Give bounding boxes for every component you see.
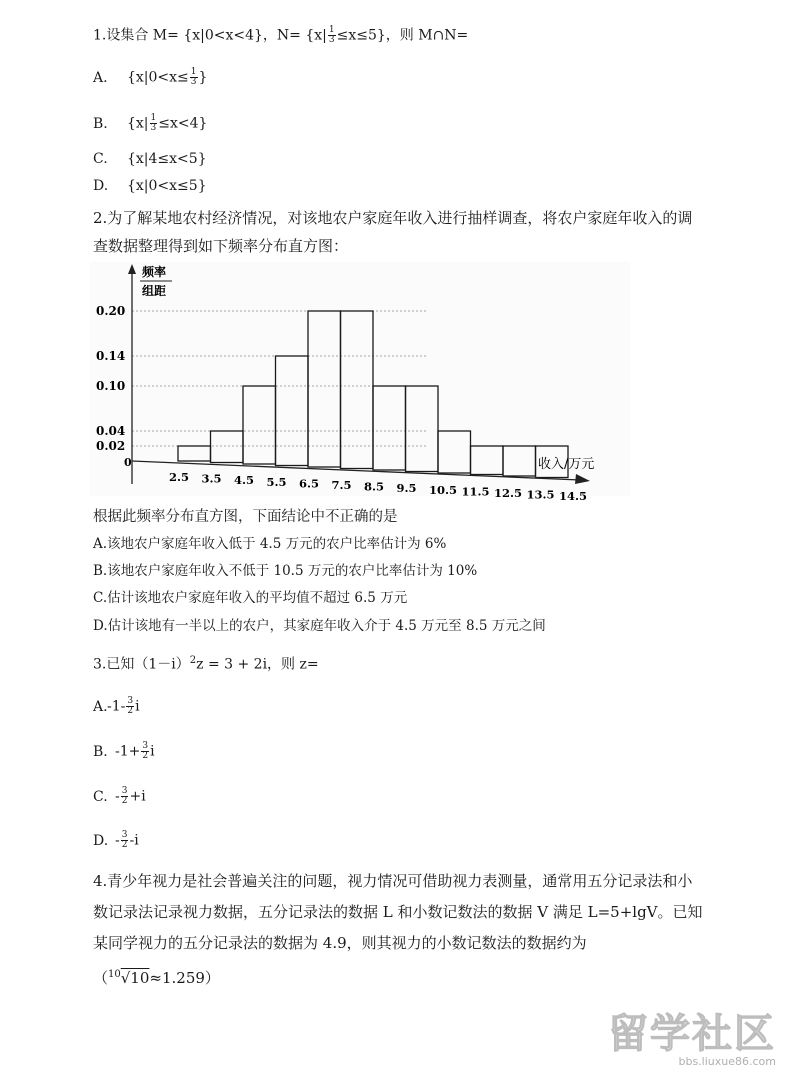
fraction-denominator: 3 — [190, 77, 197, 87]
fraction-denominator: 2 — [142, 751, 149, 761]
option-label: B. — [93, 115, 108, 132]
q4-tail: ≈1.259） — [149, 969, 220, 987]
x-tick-label-12: 14.5 — [559, 489, 588, 504]
option-text: - — [115, 788, 120, 805]
x-tick-label-5: 7.5 — [331, 478, 352, 492]
q4-root-body: √10 — [120, 969, 150, 987]
x-tick-label-6: 8.5 — [364, 479, 385, 494]
y-tick-label-3: 0.14 — [96, 349, 126, 363]
option-fraction — [121, 831, 129, 850]
q1-stem-part-b: ≤x≤5}，则 M∩N= — [336, 27, 469, 44]
q3-stem-part-b: z = 3 + 2i，则 z= — [196, 656, 319, 673]
q3-stem-part-a: 3.已知（1－i） — [93, 656, 190, 673]
x-tick-label-0: 2.5 — [169, 470, 190, 484]
x-tick-label-9: 11.5 — [461, 484, 490, 499]
option-label: B. — [93, 743, 108, 760]
y-tick-label-0: 0.02 — [96, 439, 126, 453]
option-label: D. — [93, 832, 109, 849]
fraction-denominator: 3 — [328, 35, 335, 45]
option-label: C. — [93, 151, 108, 167]
fraction-denominator: 2 — [127, 706, 134, 716]
y-tick-label-2: 0.10 — [96, 379, 126, 393]
fraction-numerator: 3 — [142, 741, 149, 751]
x-tick-label-8: 10.5 — [429, 482, 458, 497]
y-tick-label-4: 0.20 — [96, 304, 126, 318]
q1-option-c — [93, 151, 207, 167]
option-text-tail: } — [198, 69, 208, 86]
q3-option-a — [93, 697, 140, 716]
x-tick-label-4: 6.5 — [299, 476, 320, 491]
q3-option-d — [93, 831, 139, 850]
option-label: A. — [93, 69, 108, 86]
option-text-tail: -i — [129, 832, 139, 849]
q2-option-c: C.估计该地农户家庭年收入的平均值不超过 6.5 万元 — [93, 590, 408, 606]
y-axis-label-denominator: 组距 — [142, 284, 167, 298]
fraction-numerator: 1 — [150, 113, 157, 123]
fraction-denominator: 2 — [121, 840, 128, 850]
q2-option-d: D.估计该地有一半以上的农户，其家庭年收入介于 4.5 万元至 8.5 万元之间 — [93, 618, 546, 634]
option-fraction — [121, 787, 129, 806]
option-text-tail: i — [150, 743, 155, 760]
y-tick-label-1: 0.04 — [96, 424, 126, 438]
option-text: {x|0<x≤ — [127, 69, 189, 86]
q2-question: 根据此频率分布直方图，下面结论中不正确的是 — [93, 509, 398, 525]
q3-stem — [93, 655, 319, 673]
q3-option-c — [93, 787, 146, 806]
x-tick-label-10: 12.5 — [494, 486, 523, 500]
fraction-numerator: 1 — [328, 25, 335, 35]
q1-option-b — [93, 114, 207, 133]
q3-exponent: 2 — [189, 655, 197, 666]
x-tick-label-3: 5.5 — [266, 474, 287, 489]
frequency-histogram — [90, 262, 630, 504]
q2-option-a: A.该地农户家庭年收入低于 4.5 万元的农户比率估计为 6% — [93, 536, 447, 552]
option-text: {x| — [127, 115, 149, 132]
watermark-url: bbs.liuxue86.com — [678, 1055, 776, 1068]
option-text: -1- — [107, 698, 126, 715]
fraction-numerator: 3 — [121, 786, 128, 796]
q1-stem — [93, 26, 468, 45]
option-fraction — [190, 68, 198, 87]
q1-option-a — [93, 68, 207, 87]
fraction-denominator: 2 — [121, 796, 128, 806]
q1-stem-fraction — [328, 26, 336, 45]
x-axis-label: 收入/万元 — [538, 457, 595, 472]
fraction-numerator: 1 — [190, 67, 197, 77]
option-fraction — [141, 742, 149, 761]
x-tick-label-2: 4.5 — [234, 473, 255, 488]
option-text-tail: ≤x<4} — [158, 115, 208, 132]
x-tick-label-1: 3.5 — [201, 471, 222, 486]
q4-root-index: 10 — [108, 969, 121, 980]
watermark-brand: 留学社区 — [608, 1011, 776, 1057]
q4-body: 4.青少年视力是社会普遍关注的问题，视力情况可借助视力表测量，通常用五分记录法和小数记录法记录视力数据，五分记录法的数据 L 和小数记数法的数据 V 满足 L=5+lgV。已知某同学视力的五分记录法的数据为 4.9，则其视力的小数记数法的数据约为（ — [93, 872, 703, 987]
option-text: {x|4≤x<5} — [127, 151, 207, 167]
watermark — [608, 1002, 776, 1068]
q4-text — [93, 866, 703, 994]
option-label: A. — [93, 698, 108, 715]
q2-stem: 2.为了解某地农村经济情况，对该地农户家庭年收入进行抽样调查，将农户家庭年收入的调查数据整理得到如下频率分布直方图： — [93, 209, 693, 255]
origin-label: 0 — [124, 456, 132, 469]
y-axis-label-numerator: 频率 — [142, 265, 167, 279]
fraction-denominator: 3 — [150, 123, 157, 133]
option-text: -1+ — [115, 743, 141, 760]
q2-option-b: B.该地农户家庭年收入不低于 10.5 万元的农户比率估计为 10% — [93, 563, 478, 579]
fraction-numerator: 3 — [121, 830, 128, 840]
x-tick-label-11: 13.5 — [526, 487, 555, 502]
option-text: - — [115, 832, 120, 849]
q1-option-d — [93, 178, 207, 194]
option-text-tail: +i — [129, 788, 146, 805]
option-label: C. — [93, 788, 108, 805]
option-fraction — [126, 697, 134, 716]
fraction-numerator: 3 — [127, 696, 134, 706]
option-fraction — [150, 114, 158, 133]
x-tick-label-7: 9.5 — [396, 481, 417, 496]
option-label: D. — [93, 178, 109, 194]
option-text-tail: i — [135, 698, 140, 715]
q3-option-b — [93, 742, 155, 761]
q1-stem-part-a: 1.设集合 M= {x|0<x<4}，N= {x| — [93, 27, 327, 44]
option-text: {x|0<x≤5} — [127, 178, 207, 194]
